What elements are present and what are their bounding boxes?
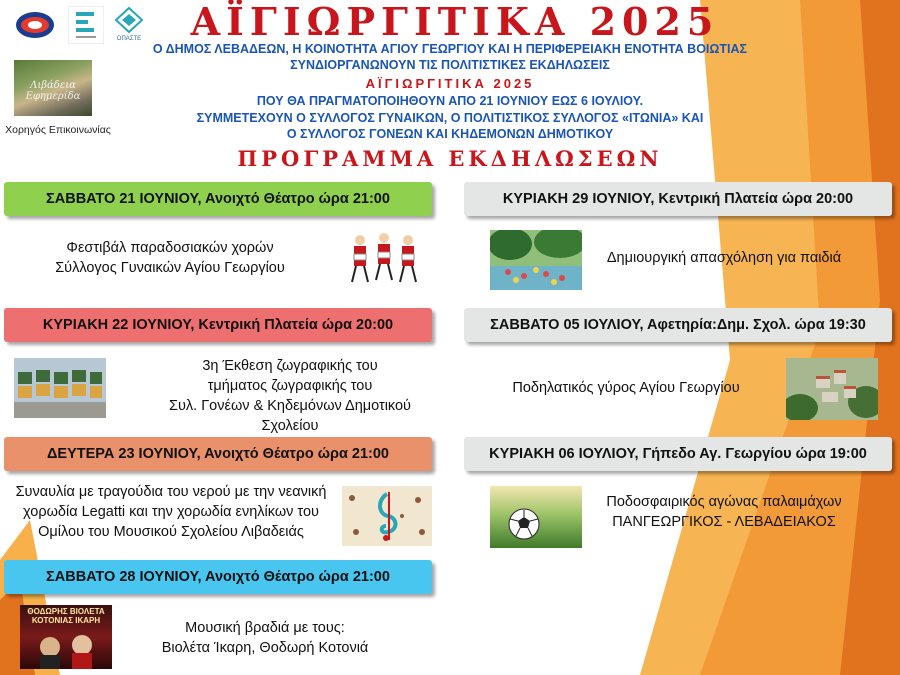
desc-line: Μουσική βραδιά με τους: <box>185 620 345 636</box>
desc-line: 3η Έκθεση ζωγραφικής του <box>202 358 378 374</box>
playground-image <box>490 230 582 290</box>
sponsor-label: Χορηγός Επικοινωνίας <box>5 124 111 136</box>
desc-line: Ποδοσφαιρικός αγώνας παλαιμάχων <box>606 494 842 510</box>
event-desc-jun28 <box>130 618 400 658</box>
event-desc-jun21 <box>10 238 330 278</box>
header-line-6: Ο ΣΥΛΛΟΓΟΣ ΓΟΝΕΩΝ ΚΑΙ ΚΗΔΕΜΟΝΩΝ ΔΗΜΟΤΙΚΟΥ <box>286 127 614 141</box>
desc-line: τμήματος ζωγραφικής του <box>207 378 373 394</box>
football-image <box>490 486 582 548</box>
event-header-jun21: ΣΑΒΒΑΤΟ 21 ΙΟΥΝΙΟΥ, Ανοιχτό Θέατρο ώρα 21:00 <box>4 182 432 216</box>
event-desc-jun22 <box>150 356 430 436</box>
desc-line: Ομίλου του Μουσικού Σχολείου Λιβαδειάς <box>38 524 304 540</box>
village-aerial-image <box>786 358 878 420</box>
header-line-3: ΑΪΓΙΩΡΓΙΤΙΚΑ 2025 <box>365 76 535 91</box>
desc-line: Σύλλογος Γυναικών Αγίου Γεωργίου <box>55 260 285 276</box>
exhibition-image <box>14 358 106 418</box>
event-desc-jun29 <box>596 248 852 268</box>
opaste-label: ΟΠΑΣΤΕ <box>116 36 142 42</box>
event-header-jun22: ΚΥΡΙΑΚΗ 22 ΙΟΥΝΙΟΥ, Κεντρική Πλατεία ώρα 20:00 <box>4 308 432 342</box>
event-desc-jul06 <box>596 492 852 532</box>
desc-line: Φεστιβάλ παραδοσιακών χορών <box>66 240 274 256</box>
desc-line: Δημιουργική απασχόληση για παιδιά <box>606 250 842 266</box>
header-line-4: ΠΟΥ ΘΑ ΠΡΑΓΜΑΤΟΠΟΙΗΘΟΥΝ ΑΠΟ 21 ΙΟΥΝΙΟΥ ΕΩΣ 6 ΙΟΥΛΙΟΥ. <box>256 94 644 108</box>
desc-line: ΠΑΝΓΕΩΡΓΙΚΟΣ - ΛΕΒΑΔΕΙΑΚΟΣ <box>612 514 836 530</box>
event-header-jul05: ΣΑΒΒΑΤΟ 05 ΙΟΥΛΙΟΥ, Αφετηρία:Δημ. Σχολ. ώρα 19:30 <box>464 308 892 342</box>
desc-line: χορωδία Legatti και την χορωδία ενηλίκων του <box>23 504 319 520</box>
event-header-jun28: ΣΑΒΒΑΤΟ 28 ΙΟΥΝΙΟΥ, Ανοιχτό Θέατρο ώρα 21:00 <box>4 560 432 594</box>
event-header-jul06: ΚΥΡΙΑΚΗ 06 ΙΟΥΛΙΟΥ, Γήπεδο Αγ. Γεωργίου ώρα 19:00 <box>464 437 892 471</box>
desc-line: Ποδηλατικός γύρος Αγίου Γεωργίου <box>512 380 740 396</box>
event-header-jun23: ΔΕΥΤΕΡΑ 23 ΙΟΥΝΙΟΥ, Ανοιχτό Θέατρο ώρα 21:00 <box>4 437 432 471</box>
region-logo <box>68 6 104 44</box>
header-line-2: ΣΥΝΔΙΟΡΓΑΝΩΝΟΥΝ ΤΙΣ ΠΟΛΙΤΙΣΤΙΚΕΣ ΕΚΔΗΛΩΣΕΙΣ <box>290 58 610 72</box>
concert-poster-image <box>20 605 112 669</box>
header-line-1: Ο ΔΗΜΟΣ ΛΕΒΑΔΕΩΝ, Η ΚΟΙΝΟΤΗΤΑ ΑΓΙΟΥ ΓΕΩΡΓΙΟΥ ΚΑΙ Η ΠΕΡΙΦΕΡΕΙΑΚΗ ΕΝΟΤΗΤΑ ΒΟΙΩΤΙΑΣ <box>152 42 748 56</box>
header-line-5: ΣΥΜΜΕΤΕΧΟΥΝ Ο ΣΥΛΛΟΓΟΣ ΓΥΝΑΙΚΩΝ, Ο ΠΟΛΙΤΙΣΤΙΚΟΣ ΣΥΛΛΟΓΟΣ «ΙΤΩΝΙΑ» ΚΑΙ <box>196 111 704 125</box>
page-title: ΑΪΓΙΩΡΓΙΤΙΚΑ 2025 <box>190 0 720 44</box>
sponsor-image <box>14 60 92 116</box>
music-notes-image <box>342 486 432 546</box>
event-desc-jul05 <box>496 378 756 398</box>
municipality-logo <box>14 8 56 42</box>
poster-text: ΘΟΔΩΡΗΣ ΒΙΟΛΕΤΑ ΚΟΤΟΝΙΑΣ ΙΚΑΡΗ <box>27 607 105 625</box>
desc-line: Βιολέτα Ίκαρη, Θοδωρή Κοτονιά <box>161 640 369 656</box>
dancers-image <box>342 230 432 290</box>
desc-line: Συναυλία με τραγούδια του νερού με την νεανική <box>15 484 327 500</box>
event-header-jun29: ΚΥΡΙΑΚΗ 29 ΙΟΥΝΙΟΥ, Κεντρική Πλατεία ώρα 20:00 <box>464 182 892 216</box>
sponsor-image-text: Λιβάδεια Εφημερίδα <box>25 80 81 102</box>
desc-line: Συλ. Γονέων & Κηδεμόνων Δημοτικού Σχολείου <box>169 398 411 434</box>
opaste-logo <box>114 6 144 46</box>
program-heading: ΠΡΟΓΡΑΜΜΑ ΕΚΔΗΛΩΣΕΩΝ <box>237 146 663 171</box>
event-desc-jun23 <box>6 482 336 542</box>
